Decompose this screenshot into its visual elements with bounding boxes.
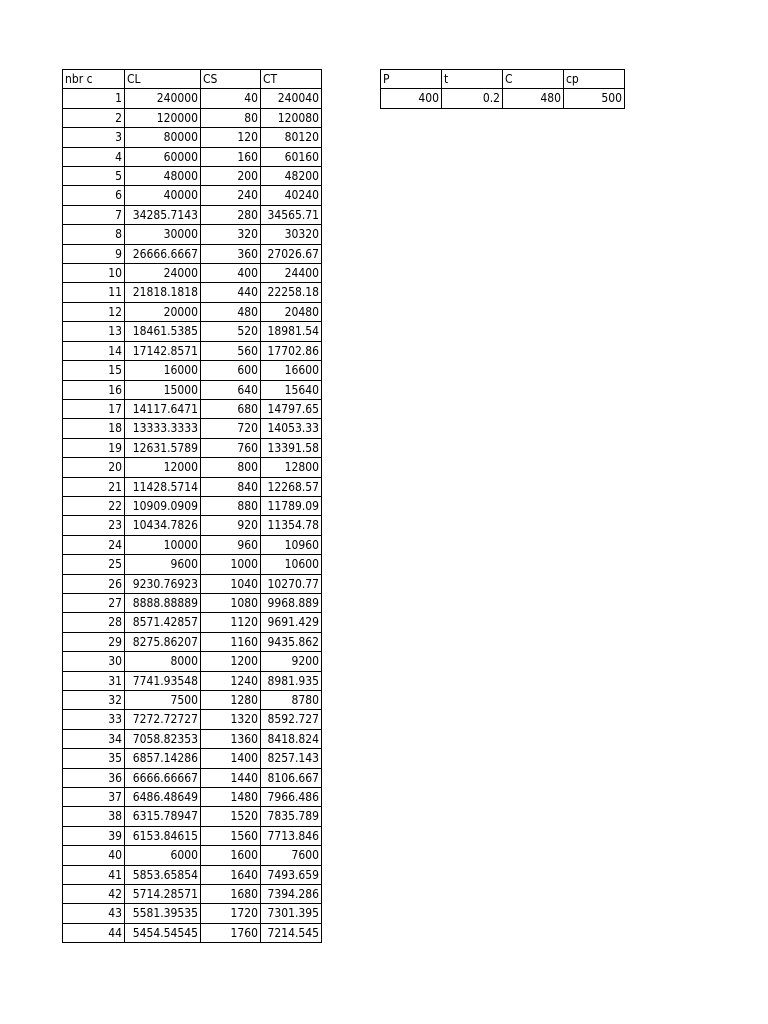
cell-cl[interactable]: 34285.7143 bbox=[125, 205, 201, 224]
cell-cs[interactable]: 160 bbox=[201, 147, 261, 166]
cell-ct[interactable]: 12800 bbox=[261, 458, 322, 477]
cell-cs[interactable]: 40 bbox=[201, 89, 261, 108]
cell-ct[interactable]: 7966.486 bbox=[261, 788, 322, 807]
cell-cl[interactable]: 16000 bbox=[125, 361, 201, 380]
cell-ct[interactable]: 120080 bbox=[261, 108, 322, 127]
cell-cl[interactable]: 6486.48649 bbox=[125, 788, 201, 807]
cell-ct[interactable]: 9968.889 bbox=[261, 593, 322, 612]
cell-cs[interactable]: 640 bbox=[201, 380, 261, 399]
cell-cs[interactable]: 1120 bbox=[201, 613, 261, 632]
table-row bbox=[63, 322, 322, 341]
cell-cl[interactable]: 21818.1818 bbox=[125, 283, 201, 302]
cell-nbr-c[interactable]: 4 bbox=[63, 147, 125, 166]
cell-ct[interactable]: 14797.65 bbox=[261, 399, 322, 418]
cell-cl[interactable]: 5853.65854 bbox=[125, 865, 201, 884]
cell-nbr-c[interactable]: 12 bbox=[63, 302, 125, 321]
cell-cl[interactable]: 26666.6667 bbox=[125, 244, 201, 263]
cell-ct[interactable]: 7493.659 bbox=[261, 865, 322, 884]
cell-cl[interactable]: 12631.5789 bbox=[125, 438, 201, 457]
table-row bbox=[63, 671, 322, 690]
cell-nbr-c[interactable]: 11 bbox=[63, 283, 125, 302]
table-row bbox=[63, 652, 322, 671]
table-row bbox=[63, 283, 322, 302]
cell-cl[interactable]: 9600 bbox=[125, 555, 201, 574]
cell-cs[interactable]: 120 bbox=[201, 128, 261, 147]
cell-nbr-c[interactable]: 29 bbox=[63, 632, 125, 651]
cell-cs[interactable]: 320 bbox=[201, 225, 261, 244]
cell-nbr-c[interactable]: 14 bbox=[63, 341, 125, 360]
cell-cl[interactable]: 12000 bbox=[125, 458, 201, 477]
table-row bbox=[63, 341, 322, 360]
table-row bbox=[63, 904, 322, 923]
cell-cs[interactable]: 1640 bbox=[201, 865, 261, 884]
cell-cl[interactable]: 20000 bbox=[125, 302, 201, 321]
cell-cl[interactable]: 7058.82353 bbox=[125, 729, 201, 748]
table-row bbox=[63, 264, 322, 283]
cell-ct[interactable]: 8418.824 bbox=[261, 729, 322, 748]
cell-cs[interactable]: 800 bbox=[201, 458, 261, 477]
cell-ct[interactable]: 20480 bbox=[261, 302, 322, 321]
cell-ct[interactable]: 16600 bbox=[261, 361, 322, 380]
cell-cs[interactable]: 920 bbox=[201, 516, 261, 535]
cell-cs[interactable]: 1400 bbox=[201, 749, 261, 768]
cell-nbr-c[interactable]: 24 bbox=[63, 535, 125, 554]
cell-ct[interactable]: 8981.935 bbox=[261, 671, 322, 690]
cell-ct[interactable]: 9691.429 bbox=[261, 613, 322, 632]
cell-ct[interactable]: 11354.78 bbox=[261, 516, 322, 535]
header-p[interactable]: P bbox=[381, 70, 442, 89]
table-row bbox=[63, 399, 322, 418]
header-cs[interactable]: CS bbox=[201, 70, 261, 89]
table-row bbox=[63, 826, 322, 845]
table-row bbox=[63, 865, 322, 884]
cell-ct[interactable]: 7835.789 bbox=[261, 807, 322, 826]
cell-nbr-c[interactable]: 22 bbox=[63, 496, 125, 515]
table-row bbox=[63, 729, 322, 748]
cell-cs[interactable]: 80 bbox=[201, 108, 261, 127]
cell-cl[interactable]: 11428.5714 bbox=[125, 477, 201, 496]
value-p[interactable]: 400 bbox=[381, 89, 442, 108]
cell-nbr-c[interactable]: 37 bbox=[63, 788, 125, 807]
cell-cs[interactable]: 880 bbox=[201, 496, 261, 515]
value-t[interactable]: 0.2 bbox=[442, 89, 503, 108]
table-row bbox=[63, 846, 322, 865]
cell-ct[interactable]: 34565.71 bbox=[261, 205, 322, 224]
cell-nbr-c[interactable]: 26 bbox=[63, 574, 125, 593]
header-cl[interactable]: CL bbox=[125, 70, 201, 89]
cell-cl[interactable]: 7272.72727 bbox=[125, 710, 201, 729]
cell-cl[interactable]: 10000 bbox=[125, 535, 201, 554]
cell-cs[interactable]: 400 bbox=[201, 264, 261, 283]
cell-cs[interactable]: 1360 bbox=[201, 729, 261, 748]
table-row bbox=[63, 477, 322, 496]
cell-nbr-c[interactable]: 10 bbox=[63, 264, 125, 283]
cell-cl[interactable]: 14117.6471 bbox=[125, 399, 201, 418]
cell-ct[interactable]: 9435.862 bbox=[261, 632, 322, 651]
table-row bbox=[63, 632, 322, 651]
cell-cs[interactable]: 480 bbox=[201, 302, 261, 321]
cell-nbr-c[interactable]: 9 bbox=[63, 244, 125, 263]
cell-ct[interactable]: 12268.57 bbox=[261, 477, 322, 496]
cell-cs[interactable]: 1520 bbox=[201, 807, 261, 826]
cell-cl[interactable]: 17142.8571 bbox=[125, 341, 201, 360]
cell-cl[interactable]: 5454.54545 bbox=[125, 923, 201, 942]
cell-cl[interactable]: 240000 bbox=[125, 89, 201, 108]
cell-cs[interactable]: 1240 bbox=[201, 671, 261, 690]
header-c[interactable]: C bbox=[503, 70, 564, 89]
table-row bbox=[63, 768, 322, 787]
cell-nbr-c[interactable]: 20 bbox=[63, 458, 125, 477]
cell-cs[interactable]: 1280 bbox=[201, 691, 261, 710]
cell-ct[interactable]: 27026.67 bbox=[261, 244, 322, 263]
table-row bbox=[63, 535, 322, 554]
table-row bbox=[63, 788, 322, 807]
cell-nbr-c[interactable]: 8 bbox=[63, 225, 125, 244]
cell-ct[interactable]: 30320 bbox=[261, 225, 322, 244]
cell-nbr-c[interactable]: 15 bbox=[63, 361, 125, 380]
cell-cs[interactable]: 680 bbox=[201, 399, 261, 418]
cell-ct[interactable]: 7713.846 bbox=[261, 826, 322, 845]
cell-cl[interactable]: 15000 bbox=[125, 380, 201, 399]
cell-cl[interactable]: 30000 bbox=[125, 225, 201, 244]
cell-ct[interactable]: 9200 bbox=[261, 652, 322, 671]
cell-cl[interactable]: 8275.86207 bbox=[125, 632, 201, 651]
cell-ct[interactable]: 11789.09 bbox=[261, 496, 322, 515]
cell-cs[interactable]: 1600 bbox=[201, 846, 261, 865]
cell-ct[interactable]: 48200 bbox=[261, 167, 322, 186]
cell-cs[interactable]: 1440 bbox=[201, 768, 261, 787]
cell-cl[interactable]: 40000 bbox=[125, 186, 201, 205]
cell-nbr-c[interactable]: 39 bbox=[63, 826, 125, 845]
cell-cs[interactable]: 1320 bbox=[201, 710, 261, 729]
header-ct[interactable]: CT bbox=[261, 70, 322, 89]
cell-ct[interactable]: 22258.18 bbox=[261, 283, 322, 302]
cell-cl[interactable]: 80000 bbox=[125, 128, 201, 147]
cell-cl[interactable]: 6666.66667 bbox=[125, 768, 201, 787]
cell-cl[interactable]: 48000 bbox=[125, 167, 201, 186]
cell-cl[interactable]: 5714.28571 bbox=[125, 885, 201, 904]
cell-ct[interactable]: 17702.86 bbox=[261, 341, 322, 360]
cell-cs[interactable]: 1200 bbox=[201, 652, 261, 671]
param-header-row bbox=[381, 70, 625, 89]
cell-ct[interactable]: 8592.727 bbox=[261, 710, 322, 729]
cell-cl[interactable]: 8571.42857 bbox=[125, 613, 201, 632]
cell-cs[interactable]: 1560 bbox=[201, 826, 261, 845]
table-row bbox=[63, 167, 322, 186]
cell-cs[interactable]: 1480 bbox=[201, 788, 261, 807]
cell-nbr-c[interactable]: 13 bbox=[63, 322, 125, 341]
cell-nbr-c[interactable]: 42 bbox=[63, 885, 125, 904]
cell-cl[interactable]: 18461.5385 bbox=[125, 322, 201, 341]
cell-cs[interactable]: 280 bbox=[201, 205, 261, 224]
cell-cl[interactable]: 6000 bbox=[125, 846, 201, 865]
table-row bbox=[63, 147, 322, 166]
value-cp[interactable]: 500 bbox=[564, 89, 625, 108]
cell-cs[interactable]: 1000 bbox=[201, 555, 261, 574]
table-row bbox=[63, 710, 322, 729]
table-row bbox=[63, 749, 322, 768]
table-row bbox=[63, 574, 322, 593]
cell-nbr-c[interactable]: 16 bbox=[63, 380, 125, 399]
main-table-body bbox=[63, 70, 322, 943]
cell-cs[interactable]: 240 bbox=[201, 186, 261, 205]
cell-cs[interactable]: 1080 bbox=[201, 593, 261, 612]
cell-cl[interactable]: 7500 bbox=[125, 691, 201, 710]
cell-nbr-c[interactable]: 1 bbox=[63, 89, 125, 108]
cell-nbr-c[interactable]: 17 bbox=[63, 399, 125, 418]
cell-cl[interactable]: 8000 bbox=[125, 652, 201, 671]
cell-nbr-c[interactable]: 40 bbox=[63, 846, 125, 865]
header-cp[interactable]: cp bbox=[564, 70, 625, 89]
cell-ct[interactable]: 7394.286 bbox=[261, 885, 322, 904]
cell-ct[interactable]: 15640 bbox=[261, 380, 322, 399]
header-t[interactable]: t bbox=[442, 70, 503, 89]
cell-cs[interactable]: 960 bbox=[201, 535, 261, 554]
cell-cs[interactable]: 720 bbox=[201, 419, 261, 438]
cell-cl[interactable]: 24000 bbox=[125, 264, 201, 283]
cell-cs[interactable]: 520 bbox=[201, 322, 261, 341]
cell-nbr-c[interactable]: 44 bbox=[63, 923, 125, 942]
cell-nbr-c[interactable]: 18 bbox=[63, 419, 125, 438]
cell-cl[interactable]: 10434.7826 bbox=[125, 516, 201, 535]
table-row bbox=[63, 128, 322, 147]
cell-ct[interactable]: 8257.143 bbox=[261, 749, 322, 768]
cell-cl[interactable]: 60000 bbox=[125, 147, 201, 166]
table-row bbox=[63, 419, 322, 438]
table-row bbox=[63, 438, 322, 457]
cell-cs[interactable]: 840 bbox=[201, 477, 261, 496]
main-table bbox=[62, 69, 322, 943]
cell-nbr-c[interactable]: 33 bbox=[63, 710, 125, 729]
cell-cs[interactable]: 440 bbox=[201, 283, 261, 302]
cell-cl[interactable]: 8888.88889 bbox=[125, 593, 201, 612]
cell-nbr-c[interactable]: 41 bbox=[63, 865, 125, 884]
cell-ct[interactable]: 14053.33 bbox=[261, 419, 322, 438]
value-c[interactable]: 480 bbox=[503, 89, 564, 108]
main-header-row bbox=[63, 70, 322, 89]
cell-nbr-c[interactable]: 32 bbox=[63, 691, 125, 710]
cell-nbr-c[interactable]: 25 bbox=[63, 555, 125, 574]
cell-nbr-c[interactable]: 38 bbox=[63, 807, 125, 826]
cell-cl[interactable]: 7741.93548 bbox=[125, 671, 201, 690]
cell-nbr-c[interactable]: 7 bbox=[63, 205, 125, 224]
cell-nbr-c[interactable]: 2 bbox=[63, 108, 125, 127]
table-row bbox=[63, 593, 322, 612]
cell-cl[interactable]: 6153.84615 bbox=[125, 826, 201, 845]
cell-ct[interactable]: 10600 bbox=[261, 555, 322, 574]
cell-nbr-c[interactable]: 30 bbox=[63, 652, 125, 671]
table-row bbox=[63, 89, 322, 108]
header-nbr-c[interactable]: nbr c bbox=[63, 70, 125, 89]
cell-cs[interactable]: 1760 bbox=[201, 923, 261, 942]
table-row bbox=[63, 885, 322, 904]
cell-cs[interactable]: 1680 bbox=[201, 885, 261, 904]
cell-cl[interactable]: 13333.3333 bbox=[125, 419, 201, 438]
table-row bbox=[63, 516, 322, 535]
cell-nbr-c[interactable]: 28 bbox=[63, 613, 125, 632]
param-value-row bbox=[381, 89, 625, 108]
cell-ct[interactable]: 80120 bbox=[261, 128, 322, 147]
cell-cl[interactable]: 10909.0909 bbox=[125, 496, 201, 515]
cell-ct[interactable]: 40240 bbox=[261, 186, 322, 205]
table-row bbox=[63, 380, 322, 399]
cell-nbr-c[interactable]: 31 bbox=[63, 671, 125, 690]
cell-cs[interactable]: 600 bbox=[201, 361, 261, 380]
cell-nbr-c[interactable]: 3 bbox=[63, 128, 125, 147]
table-row bbox=[63, 244, 322, 263]
cell-cs[interactable]: 1720 bbox=[201, 904, 261, 923]
table-row bbox=[63, 923, 322, 942]
cell-ct[interactable]: 60160 bbox=[261, 147, 322, 166]
cell-nbr-c[interactable]: 23 bbox=[63, 516, 125, 535]
cell-nbr-c[interactable]: 19 bbox=[63, 438, 125, 457]
cell-cl[interactable]: 9230.76923 bbox=[125, 574, 201, 593]
cell-cl[interactable]: 6315.78947 bbox=[125, 807, 201, 826]
cell-ct[interactable]: 8780 bbox=[261, 691, 322, 710]
cell-cs[interactable]: 360 bbox=[201, 244, 261, 263]
cell-nbr-c[interactable]: 6 bbox=[63, 186, 125, 205]
table-row bbox=[63, 225, 322, 244]
table-row bbox=[63, 205, 322, 224]
cell-nbr-c[interactable]: 5 bbox=[63, 167, 125, 186]
table-row bbox=[63, 691, 322, 710]
cell-cs[interactable]: 760 bbox=[201, 438, 261, 457]
cell-ct[interactable]: 7301.395 bbox=[261, 904, 322, 923]
cell-cs[interactable]: 200 bbox=[201, 167, 261, 186]
cell-cl[interactable]: 6857.14286 bbox=[125, 749, 201, 768]
cell-cl[interactable]: 5581.39535 bbox=[125, 904, 201, 923]
cell-ct[interactable]: 10960 bbox=[261, 535, 322, 554]
cell-ct[interactable]: 24400 bbox=[261, 264, 322, 283]
table-row bbox=[63, 555, 322, 574]
cell-ct[interactable]: 240040 bbox=[261, 89, 322, 108]
cell-cs[interactable]: 560 bbox=[201, 341, 261, 360]
table-row bbox=[63, 361, 322, 380]
cell-ct[interactable]: 7600 bbox=[261, 846, 322, 865]
table-row bbox=[63, 108, 322, 127]
cell-ct[interactable]: 18981.54 bbox=[261, 322, 322, 341]
table-row bbox=[63, 613, 322, 632]
cell-ct[interactable]: 8106.667 bbox=[261, 768, 322, 787]
cell-nbr-c[interactable]: 43 bbox=[63, 904, 125, 923]
table-row bbox=[63, 458, 322, 477]
table-row bbox=[63, 302, 322, 321]
cell-ct[interactable]: 13391.58 bbox=[261, 438, 322, 457]
cell-nbr-c[interactable]: 35 bbox=[63, 749, 125, 768]
cell-cs[interactable]: 1040 bbox=[201, 574, 261, 593]
parameter-table bbox=[380, 69, 625, 109]
cell-nbr-c[interactable]: 21 bbox=[63, 477, 125, 496]
cell-cs[interactable]: 1160 bbox=[201, 632, 261, 651]
cell-ct[interactable]: 10270.77 bbox=[261, 574, 322, 593]
cell-cl[interactable]: 120000 bbox=[125, 108, 201, 127]
cell-nbr-c[interactable]: 27 bbox=[63, 593, 125, 612]
table-row bbox=[63, 496, 322, 515]
cell-nbr-c[interactable]: 36 bbox=[63, 768, 125, 787]
table-row bbox=[63, 186, 322, 205]
table-row bbox=[63, 807, 322, 826]
cell-ct[interactable]: 7214.545 bbox=[261, 923, 322, 942]
cell-nbr-c[interactable]: 34 bbox=[63, 729, 125, 748]
